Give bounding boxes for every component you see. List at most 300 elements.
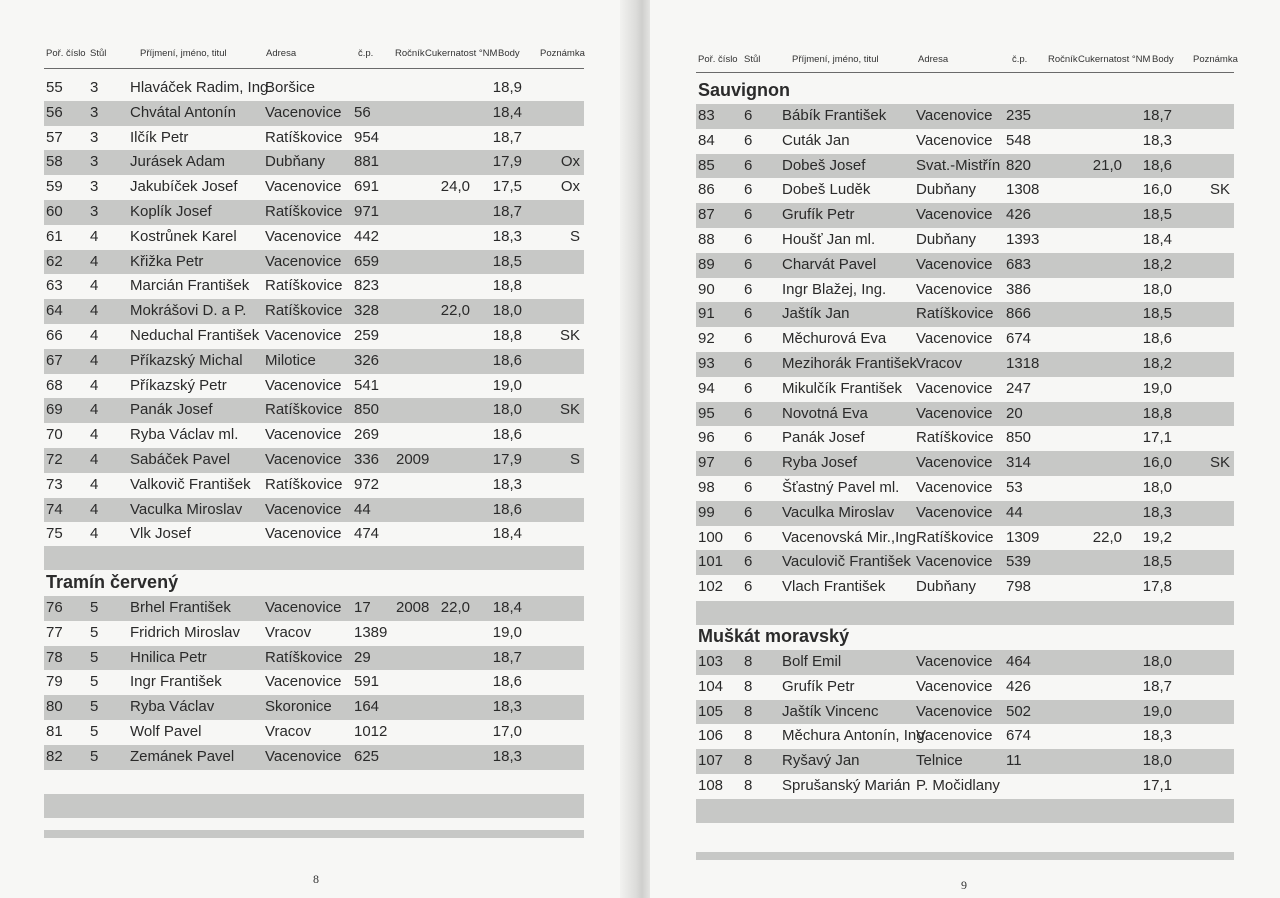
header-por: Poř. číslo (46, 48, 86, 59)
cell-adresa: Vacenovice (916, 553, 993, 571)
cell-body: 16,0 (1142, 454, 1172, 472)
table-row (696, 526, 1234, 551)
cell-poznamka: Ox (560, 178, 580, 196)
cell-jmeno: Charvát Pavel (782, 255, 877, 273)
cell-stul: 8 (744, 727, 753, 745)
cell-poradove-cislo: 90 (698, 280, 715, 298)
cell-body: 17,9 (492, 451, 522, 468)
cell-jmeno: Sprušanský Marián (782, 777, 911, 794)
cell-body: 17,5 (492, 178, 522, 196)
cell-poradove-cislo: 83 (698, 107, 715, 124)
cell-cukernatost: 21,0 (1092, 156, 1122, 174)
cell-body: 18,3 (492, 227, 522, 245)
table-row (44, 374, 584, 399)
cell-cislo-popisne: 674 (1006, 727, 1032, 745)
section-title-muskat: Muškát moravský (698, 626, 850, 646)
cell-stul: 5 (90, 723, 99, 740)
cell-poradove-cislo: 58 (46, 153, 63, 171)
cell-jmeno: Panák Josef (782, 429, 865, 447)
table-row (44, 621, 584, 646)
cell-poradove-cislo: 104 (698, 677, 724, 695)
cell-cislo-popisne: 866 (1006, 305, 1032, 323)
cell-cukernatost: 22,0 (440, 599, 470, 616)
cell-poradove-cislo: 59 (46, 178, 63, 196)
cell-adresa: Skoronice (265, 698, 332, 716)
cell-poradove-cislo: 86 (698, 181, 715, 199)
cell-stul: 6 (744, 107, 753, 124)
header-cukernatost: Cukernatost °NM (1078, 54, 1151, 65)
cell-cislo-popisne: 20 (1006, 404, 1023, 422)
cell-poradove-cislo: 87 (698, 206, 715, 224)
cell-adresa: Vacenovice (916, 454, 993, 472)
cell-body: 18,3 (1142, 131, 1172, 149)
cell-cislo-popisne: 164 (354, 698, 380, 716)
cell-stul: 4 (90, 227, 99, 245)
cell-poradove-cislo: 89 (698, 255, 715, 273)
cell-body: 18,8 (492, 327, 522, 344)
cell-body: 18,7 (492, 203, 522, 220)
cell-body: 18,2 (1142, 255, 1172, 273)
cell-poradove-cislo: 105 (698, 702, 724, 720)
cell-poradove-cislo: 107 (698, 752, 724, 770)
cell-adresa: Vacenovice (916, 280, 993, 298)
cell-jmeno: Panák Josef (130, 401, 213, 419)
table-row (44, 448, 584, 473)
table-row (696, 575, 1234, 600)
cell-adresa: Vacenovice (916, 404, 993, 422)
cell-body: 16,0 (1142, 181, 1172, 199)
cell-body: 18,3 (492, 475, 522, 493)
cell-adresa: Dubňany (265, 153, 326, 171)
cell-poznamka: SK (559, 401, 580, 419)
cell-stul: 3 (90, 153, 99, 171)
cell-body: 18,3 (492, 698, 522, 716)
cell-jmeno: Jakubíček Josef (130, 178, 238, 196)
left-page (0, 0, 628, 898)
cell-adresa: Vacenovice (916, 503, 993, 521)
spacer-bar (696, 601, 1234, 625)
cell-adresa: Vacenovice (265, 747, 342, 765)
cell-poradove-cislo: 82 (46, 747, 63, 765)
cell-adresa: Dubňany (916, 181, 977, 199)
cell-adresa: Ratíškovice (265, 203, 343, 220)
cell-jmeno: Jaštík Vincenc (782, 702, 879, 720)
cell-jmeno: Ilčík Petr (130, 128, 189, 146)
table-row (696, 228, 1234, 253)
cell-cislo-popisne: 820 (1006, 156, 1032, 174)
cell-poradove-cislo: 55 (46, 79, 63, 96)
cell-jmeno: Hnilica Petr (130, 648, 207, 666)
cell-adresa: Ratíškovice (916, 305, 994, 323)
cell-poznamka: S (569, 451, 580, 468)
cell-poznamka: SK (559, 327, 580, 344)
cell-stul: 4 (90, 451, 99, 468)
table-row (696, 327, 1234, 352)
cell-cislo-popisne: 954 (354, 128, 380, 146)
cell-poradove-cislo: 77 (46, 623, 63, 641)
cell-adresa: Dubňany (916, 578, 977, 596)
cell-cislo-popisne: 1393 (1006, 231, 1040, 248)
cell-body: 18,4 (1142, 231, 1172, 248)
cell-jmeno: Cuták Jan (782, 131, 850, 149)
table-row (44, 398, 584, 423)
cell-body: 18,7 (1142, 677, 1172, 695)
cell-cislo-popisne: 326 (354, 351, 380, 369)
cell-stul: 3 (90, 103, 99, 121)
cell-stul: 8 (744, 752, 753, 770)
table-row (696, 749, 1234, 774)
cell-stul: 4 (90, 525, 99, 543)
cell-jmeno: Bábík František (782, 107, 887, 124)
cell-cislo-popisne: 56 (354, 103, 371, 121)
table-row (44, 695, 584, 720)
cell-adresa: Ratíškovice (265, 648, 343, 666)
table-row (44, 324, 584, 349)
table-row (44, 76, 584, 101)
cell-jmeno: Neduchal František (130, 327, 260, 344)
cell-cislo-popisne: 29 (354, 648, 371, 666)
cell-body: 18,4 (492, 599, 522, 616)
cell-cislo-popisne: 269 (354, 426, 380, 444)
cell-jmeno: Mikulčík František (782, 379, 903, 397)
cell-stul: 4 (90, 475, 99, 493)
cell-adresa: Vacenovice (916, 479, 993, 496)
header-poznamka: Poznámka (540, 48, 585, 59)
cell-stul: 6 (744, 280, 753, 298)
cell-poradove-cislo: 75 (46, 525, 63, 543)
cell-jmeno: Wolf Pavel (130, 723, 202, 740)
cell-jmeno: Ingr Blažej, Ing. (782, 280, 887, 298)
table-row (44, 250, 584, 275)
table-row (44, 101, 584, 126)
cell-cislo-popisne: 235 (1006, 107, 1032, 124)
cell-stul: 4 (90, 376, 99, 394)
cell-adresa: Vacenovice (265, 525, 342, 543)
cell-adresa: Vacenovice (916, 653, 993, 670)
table-row (44, 646, 584, 671)
cell-cislo-popisne: 548 (1006, 131, 1032, 149)
spacer-bar (44, 546, 584, 570)
cell-jmeno: Dobeš Luděk (782, 181, 871, 199)
cell-poradove-cislo: 78 (46, 648, 63, 666)
cell-cislo-popisne: 1308 (1006, 181, 1040, 199)
cell-jmeno: Valkovič František (130, 475, 251, 493)
cell-cislo-popisne: 798 (1006, 578, 1032, 596)
footer-bar (696, 799, 1234, 823)
cell-jmeno: Vaculka Miroslav (782, 503, 895, 521)
cell-adresa: Ratíškovice (916, 528, 994, 546)
cell-body: 18,0 (492, 302, 522, 320)
right-page (650, 0, 1280, 898)
cell-jmeno: Ryba Václav ml. (130, 426, 239, 444)
table-row (696, 550, 1234, 575)
cell-jmeno: Hlaváček Radim, Ing. (130, 79, 273, 96)
table-row (696, 129, 1234, 154)
cell-jmeno: Vaculka Miroslav (130, 500, 243, 518)
cell-jmeno: Šťastný Pavel ml. (782, 479, 900, 496)
header-stul: Stůl (744, 54, 761, 65)
cell-poznamka: Ox (560, 153, 580, 171)
cell-adresa: Vacenovice (265, 673, 342, 691)
cell-body: 18,0 (492, 401, 522, 419)
cell-body: 18,3 (1142, 503, 1172, 521)
table-row (44, 299, 584, 324)
cell-body: 18,8 (1142, 404, 1172, 422)
cell-cislo-popisne: 1012 (354, 723, 388, 740)
cell-poradove-cislo: 80 (46, 698, 63, 716)
table-row (696, 650, 1234, 675)
table-row (44, 498, 584, 523)
table-row (696, 253, 1234, 278)
cell-body: 17,9 (492, 153, 522, 171)
cell-body: 18,3 (492, 747, 522, 765)
cell-adresa: Vracov (916, 355, 963, 372)
cell-adresa: Ratíškovice (265, 128, 343, 146)
cell-stul: 6 (744, 255, 753, 273)
cell-stul: 4 (90, 351, 99, 369)
cell-stul: 4 (90, 277, 99, 295)
cell-body: 17,1 (1142, 429, 1172, 447)
cell-poznamka: SK (1209, 181, 1230, 199)
cell-stul: 3 (90, 79, 99, 96)
cell-body: 18,5 (492, 252, 522, 270)
cell-jmeno: Brhel František (130, 599, 231, 616)
footer-strip (696, 852, 1234, 860)
table-row (696, 476, 1234, 501)
cell-cislo-popisne: 674 (1006, 330, 1032, 348)
header-cp: č.p. (358, 48, 374, 59)
cell-stul: 8 (744, 653, 753, 670)
table-row (696, 154, 1234, 179)
cell-poradove-cislo: 61 (46, 227, 63, 245)
cell-cislo-popisne: 1309 (1006, 528, 1040, 546)
cell-cislo-popisne: 591 (354, 673, 380, 691)
table-row (696, 426, 1234, 451)
cell-stul: 5 (90, 747, 99, 765)
table-row (44, 200, 584, 225)
cell-body: 18,7 (492, 648, 522, 666)
cell-body: 19,2 (1142, 528, 1172, 546)
cell-rocnik: 2008 (396, 599, 430, 616)
cell-adresa: Dubňany (916, 231, 977, 248)
cell-stul: 6 (744, 330, 753, 348)
cell-stul: 6 (744, 454, 753, 472)
header-rule (44, 68, 584, 69)
cell-cislo-popisne: 1389 (354, 623, 388, 641)
cell-body: 18,0 (1142, 280, 1172, 298)
header-stul: Stůl (90, 48, 107, 59)
cell-poradove-cislo: 57 (46, 128, 63, 146)
cell-adresa: Vacenovice (916, 330, 993, 348)
cell-body: 19,0 (1142, 702, 1172, 720)
table-row (696, 402, 1234, 427)
cell-body: 18,0 (1142, 479, 1172, 496)
cell-stul: 6 (744, 181, 753, 199)
cell-adresa: Vacenovice (265, 103, 342, 121)
cell-jmeno: Ingr František (130, 673, 222, 691)
table-row (44, 596, 584, 621)
cell-body: 18,6 (1142, 330, 1172, 348)
table-row (696, 278, 1234, 303)
header-poznamka: Poznámka (1193, 54, 1238, 65)
cell-jmeno: Koplík Josef (130, 203, 212, 220)
cell-cislo-popisne: 53 (1006, 479, 1023, 496)
cell-jmeno: Chvátal Antonín (130, 103, 236, 121)
cell-jmeno: Grufík Petr (782, 206, 855, 224)
table-row (696, 700, 1234, 725)
cell-body: 18,3 (1142, 727, 1172, 745)
cell-poznamka: SK (1209, 454, 1230, 472)
cell-poradove-cislo: 106 (698, 727, 724, 745)
table-row (696, 203, 1234, 228)
cell-adresa: Vracov (265, 723, 312, 740)
cell-stul: 6 (744, 355, 753, 372)
cell-cislo-popisne: 972 (354, 475, 380, 493)
cell-poradove-cislo: 99 (698, 503, 715, 521)
table-row (696, 302, 1234, 327)
cell-poradove-cislo: 56 (46, 103, 63, 121)
cell-body: 17,0 (492, 723, 522, 740)
cell-poradove-cislo: 98 (698, 479, 715, 496)
cell-stul: 6 (744, 231, 753, 248)
table-row (44, 150, 584, 175)
cell-adresa: Ratíškovice (265, 302, 343, 320)
cell-body: 18,6 (492, 673, 522, 691)
cell-adresa: Vacenovice (916, 727, 993, 745)
cell-jmeno: Křižka Petr (130, 252, 204, 270)
cell-adresa: Vacenovice (916, 107, 993, 124)
cell-cislo-popisne: 971 (354, 203, 380, 220)
cell-jmeno: Vlach František (782, 578, 886, 596)
cell-poradove-cislo: 70 (46, 426, 63, 444)
header-body: Body (1152, 54, 1174, 65)
cell-body: 18,4 (492, 103, 522, 121)
cell-body: 18,6 (492, 426, 522, 444)
cell-stul: 8 (744, 677, 753, 695)
cell-stul: 4 (90, 302, 99, 320)
cell-adresa: Vacenovice (265, 327, 342, 344)
cell-body: 18,9 (492, 79, 522, 96)
cell-body: 18,5 (1142, 305, 1172, 323)
header-adresa: Adresa (918, 54, 949, 65)
footer-strip (44, 830, 584, 838)
cell-adresa: Vacenovice (265, 227, 342, 245)
cell-adresa: Vacenovice (916, 206, 993, 224)
cell-body: 18,6 (1142, 156, 1172, 174)
cell-cislo-popisne: 541 (354, 376, 380, 394)
cell-poradove-cislo: 60 (46, 203, 63, 220)
cell-body: 18,2 (1142, 355, 1172, 372)
cell-stul: 3 (90, 203, 99, 220)
cell-body: 19,0 (492, 623, 522, 641)
table-row (696, 377, 1234, 402)
cell-poznamka: S (569, 227, 580, 245)
cell-cislo-popisne: 44 (354, 500, 371, 518)
cell-cislo-popisne: 426 (1006, 206, 1032, 224)
cell-stul: 6 (744, 131, 753, 149)
cell-cislo-popisne: 683 (1006, 255, 1032, 273)
cell-adresa: Telnice (916, 752, 963, 770)
cell-cislo-popisne: 336 (354, 451, 380, 468)
cell-adresa: Svat.-Mistřín (916, 156, 1001, 174)
cell-cislo-popisne: 11 (1006, 752, 1022, 770)
cell-stul: 6 (744, 379, 753, 397)
cell-jmeno: Měchurová Eva (782, 330, 887, 348)
cell-jmeno: Novotná Eva (782, 404, 868, 422)
cell-cislo-popisne: 44 (1006, 503, 1023, 521)
cell-adresa: Vacenovice (265, 500, 342, 518)
cell-poradove-cislo: 108 (698, 777, 724, 794)
cell-adresa: Vacenovice (265, 451, 342, 468)
table-row (696, 178, 1234, 203)
cell-poradove-cislo: 63 (46, 277, 63, 295)
cell-stul: 6 (744, 429, 753, 447)
header-rocnik: Ročník (395, 48, 425, 59)
cell-stul: 6 (744, 156, 753, 174)
cell-stul: 5 (90, 673, 99, 691)
cell-body: 18,7 (492, 128, 522, 146)
cell-poradove-cislo: 96 (698, 429, 715, 447)
cell-poradove-cislo: 100 (698, 528, 724, 546)
cell-adresa: Vacenovice (265, 252, 342, 270)
cell-jmeno: Vlk Josef (130, 525, 191, 543)
cell-poradove-cislo: 73 (46, 475, 63, 493)
cell-cislo-popisne: 539 (1006, 553, 1032, 571)
cell-stul: 8 (744, 702, 753, 720)
cell-cislo-popisne: 314 (1006, 454, 1032, 472)
header-cp: č.p. (1012, 54, 1028, 65)
cell-poradove-cislo: 97 (698, 454, 715, 472)
cell-body: 17,8 (1142, 578, 1172, 596)
header-adresa: Adresa (266, 48, 297, 59)
cell-adresa: Ratíškovice (265, 401, 343, 419)
cell-stul: 8 (744, 777, 753, 794)
cell-cislo-popisne: 850 (1006, 429, 1032, 447)
cell-stul: 5 (90, 698, 99, 716)
cell-jmeno: Sabáček Pavel (130, 451, 231, 468)
header-jmeno: Příjmení, jméno, titul (140, 48, 227, 59)
cell-jmeno: Měchura Antonín, Ing. (782, 727, 929, 745)
cell-jmeno: Kostrůnek Karel (130, 227, 237, 245)
cell-stul: 6 (744, 305, 753, 323)
cell-adresa: P. Močidlany (916, 777, 1000, 794)
cell-poradove-cislo: 76 (46, 599, 63, 616)
header-rule (696, 72, 1234, 73)
cell-body: 18,0 (1142, 653, 1172, 670)
header-body: Body (498, 48, 520, 59)
table-row (44, 720, 584, 745)
cell-poradove-cislo: 67 (46, 351, 63, 369)
cell-poradove-cislo: 69 (46, 401, 63, 419)
page-number-right: 9 (961, 878, 967, 892)
cell-adresa: Vacenovice (265, 178, 342, 196)
cell-cislo-popisne: 850 (354, 401, 380, 419)
cell-stul: 3 (90, 128, 99, 146)
table-row (696, 352, 1234, 377)
cell-poradove-cislo: 74 (46, 500, 63, 518)
cell-poradove-cislo: 102 (698, 578, 724, 596)
cell-jmeno: Ryšavý Jan (782, 752, 860, 770)
cell-cislo-popisne: 625 (354, 747, 380, 765)
cell-jmeno: Mokrášovi D. a P. (130, 302, 247, 320)
table-row (696, 451, 1234, 476)
cell-body: 18,5 (1142, 553, 1172, 571)
table-row (696, 724, 1234, 749)
table-row (696, 104, 1234, 129)
cell-cislo-popisne: 442 (354, 227, 380, 245)
cell-adresa: Ratíškovice (265, 475, 343, 493)
table-row (696, 675, 1234, 700)
